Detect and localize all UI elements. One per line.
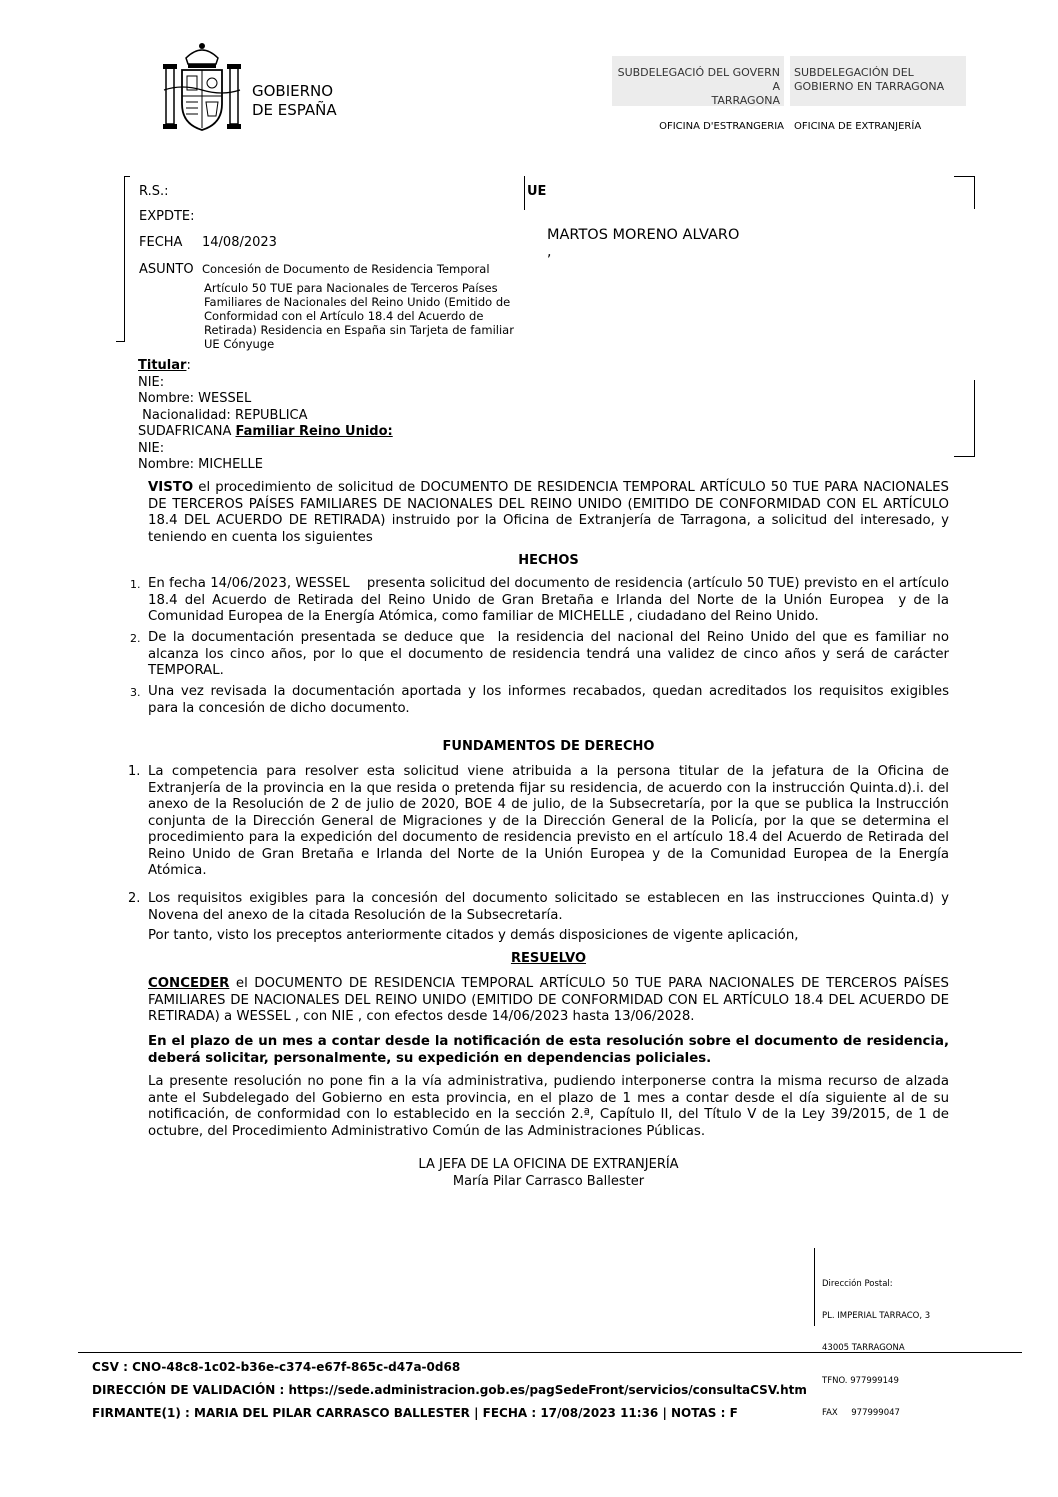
oficina-catalan: OFICINA D'ESTRANGERIA — [659, 121, 784, 132]
recipient-line2: , — [547, 244, 552, 260]
postal-address — [822, 1257, 930, 1430]
gobierno-logotype: GOBIERNO DE ESPAÑA — [252, 82, 337, 119]
titular-nie: NIE: — [138, 374, 165, 390]
familiar-nie: NIE: — [138, 440, 165, 456]
oficina-spanish: OFICINA DE EXTRANJERÍA — [794, 121, 922, 132]
titular-sudafricana: SUDAFRICANA — [138, 424, 236, 439]
titular-colon: : — [186, 358, 191, 373]
asunto-line1: Concesión de Documento de Residencia Temporal — [202, 262, 490, 276]
hechos-num-2: 2. — [130, 632, 141, 645]
left-bracket-bottom-tick — [116, 341, 124, 342]
footer-divider — [78, 1352, 1022, 1353]
recurso-paragraph: La presente resolución no pone fin a la vía administrativa, pudiendo interponerse contra la misma recurso de alzada ante el Subdelegado del Gobierno en esta provincia, en el plazo de 1 mes a contar desde el día siguiente al de su notificación, de conformidad con lo establecido en la sección 2.ª, Capítulo II, del Título V de la Ley 39/2015, de 1 de octubre, del Procedimiento Administrativo Común de las Administraciones Públicas. — [148, 1074, 949, 1139]
rs-label: R.S.: — [139, 184, 169, 199]
recipient-name: MARTOS MORENO ALVARO — [547, 227, 740, 243]
address-line-1: Dirección Postal: — [822, 1278, 893, 1289]
coat-of-arms-emblem — [162, 40, 242, 136]
address-line-4: TFNO. 977999149 — [822, 1375, 899, 1386]
titular-nacionalidad: Nacionalidad: REPUBLICA — [138, 407, 308, 423]
visto-bold: VISTO — [148, 480, 194, 495]
subdelegacio-box-catalan: SUBDELEGACIÓ DEL GOVERN A TARRAGONA — [612, 56, 784, 106]
titular-label: Titular — [138, 358, 187, 373]
left-bracket-top-tick — [124, 176, 130, 177]
left-bracket — [124, 176, 125, 342]
right-bracket-top — [954, 176, 975, 209]
visto-paragraph — [148, 480, 949, 546]
ue-label: UE — [527, 184, 547, 199]
fundamentos-num-1: 1. — [128, 764, 141, 779]
hechos-item-2: De la documentación presentada se deduce que la residencia del nacional del Reino Unido del que es familiar no alcanza los cinco años, por lo que el documento de residencia tendrá una validez de cinco años y será de carácter TEMPORAL. — [148, 630, 954, 678]
address-line-2: PL. IMPERIAL TARRACO, 3 — [822, 1310, 931, 1321]
por-tanto: Por tanto, visto los preceptos anteriormente citados y demás disposiciones de vigente aplicación, — [148, 928, 799, 943]
signature-block — [148, 1156, 949, 1190]
address-bracket — [814, 1248, 815, 1326]
familiar-nombre: Nombre: MICHELLE — [138, 457, 263, 472]
asunto-text: Artículo 50 TUE para Nacionales de Terceros Países Familiares de Nacionales del Reino Unido (Emitido de Conformidad con el Artículo 18.4 del Acuerdo de Retirada) Residencia en España sin Tarjeta de familiar UE Cónyuge — [204, 281, 514, 351]
right-bracket-bottom — [954, 380, 975, 457]
conceder-paragraph — [148, 976, 949, 1026]
footer-validacion: DIRECCIÓN DE VALIDACIÓN : https://sede.administracion.gob.es/pagSedeFront/servicios/consultaCSV.htm — [92, 1383, 807, 1397]
asunto-label: ASUNTO — [139, 262, 194, 277]
hechos-item-1: En fecha 14/06/2023, WESSEL presenta solicitud del documento de residencia (artículo 50 TUE) previsto en el artículo 18.4 del Acuerdo de Retirada del Reino Unido de Gran Bretaña e Irlanda del Norte de la Unión Europea y de la Comunidad Europea de la Energía Atómica, como familiar de MICHELLE , ciudadano del Reino Unido. — [148, 576, 954, 624]
hechos-num-3: 3. — [130, 686, 141, 699]
fundamentos-item-1: La competencia para resolver esta solicitud viene atribuida a la persona titular de la jefatura de la Oficina de Extranjería de la provincia en la que resida o pretenda fijar su residencia, de acuerdo con la instrucción Quinta.d).i. del anexo de la Resolución de 2 de julio de 2020, BOE 4 de julio, de la Subsecretaría, por la que se publica la Instrucción conjunta de la Dirección General de Migraciones y de la Dirección General de la Policía, por la que se determina el procedimiento para la expedición del documento de residencia previsto en el artículo 18.4 del Acuerdo de Retirada del Reino Unido de Gran Bretaña e Irlanda del Norte de la Unión Europea y de la Comunidad Europea de la Energía Atómica. — [148, 764, 949, 878]
fundamentos-heading: FUNDAMENTOS DE DERECHO — [442, 739, 655, 754]
address-line-5: FAX 977999047 — [822, 1408, 900, 1419]
expdte-label: EXPDTE: — [139, 209, 195, 224]
titular-nombre: Nombre: WESSEL — [138, 391, 252, 406]
signature-nombre: María Pilar Carrasco Ballester — [452, 1174, 645, 1189]
fecha-label: FECHA — [139, 235, 183, 250]
titular-block — [138, 358, 393, 474]
hechos-item-3: Una vez revisada la documentación aportada y los informes recabados, quedan acreditados los requisitos exigibles para la concesión de dicho documento. — [148, 684, 949, 716]
address-line-3: 43005 TARRAGONA — [822, 1343, 905, 1354]
signature-cargo: LA JEFA DE LA OFICINA DE EXTRANJERÍA — [418, 1157, 679, 1172]
resuelvo-heading: RESUELVO — [510, 951, 587, 966]
hechos-num-1: 1. — [130, 578, 141, 591]
footer-csv: CSV : CNO-48c8-1c02-b36e-c374-e67f-865c-d47a-0d68 — [92, 1360, 461, 1374]
conceder-bold: CONCEDER — [148, 976, 230, 991]
fundamentos-item-2: Los requisitos exigibles para la concesión del documento solicitado se establecen en las instrucciones Quinta.d) y Novena del anexo de la citada Resolución de la Subsecretaría. — [148, 891, 949, 923]
visto-text: el procedimiento de solicitud de DOCUMENTO DE RESIDENCIA TEMPORAL ARTÍCULO 50 TUE PARA NACIONALES DE TERCEROS PAÍSES FAMILIARES DE NACIONALES DEL REINO UNIDO (EMITIDO DE CONFORMIDAD CON EL ARTÍCULO 18.4 DEL ACUERDO DE RETIRADA) instruido por la Oficina de Extranjería de Tarragona, a solicitud del interesado, y teniendo en cuenta los siguientes — [148, 480, 949, 545]
conceder-text: el DOCUMENTO DE RESIDENCIA TEMPORAL ARTÍCULO 50 TUE PARA NACIONALES DE TERCEROS PAÍSES FAMILIARES DE NACIONALES DEL REINO UNIDO (EMITIDO DE CONFORMIDAD CON EL ARTÍCULO 18.4 DEL ACUERDO DE RETIRADA) a WESSEL , con NIE , con efectos desde 14/06/2023 hasta 13/06/2028. — [148, 976, 949, 1024]
familiar-label: Familiar Reino Unido: — [235, 424, 393, 439]
hechos-heading: HECHOS — [518, 553, 579, 568]
ue-bracket — [524, 176, 525, 210]
plazo-paragraph: En el plazo de un mes a contar desde la notificación de esta resolución sobre el documento de residencia, deberá solicitar, personalmente, su expedición en dependencias policiales. — [148, 1034, 949, 1066]
fecha-value: 14/08/2023 — [202, 235, 277, 250]
fundamentos-num-2: 2. — [128, 891, 141, 906]
subdelegacion-box-spanish: SUBDELEGACIÓN DEL GOBIERNO EN TARRAGONA — [790, 56, 966, 106]
footer-firmante: FIRMANTE(1) : MARIA DEL PILAR CARRASCO BALLESTER | FECHA : 17/08/2023 11:36 | NOTAS : F — [92, 1406, 738, 1420]
